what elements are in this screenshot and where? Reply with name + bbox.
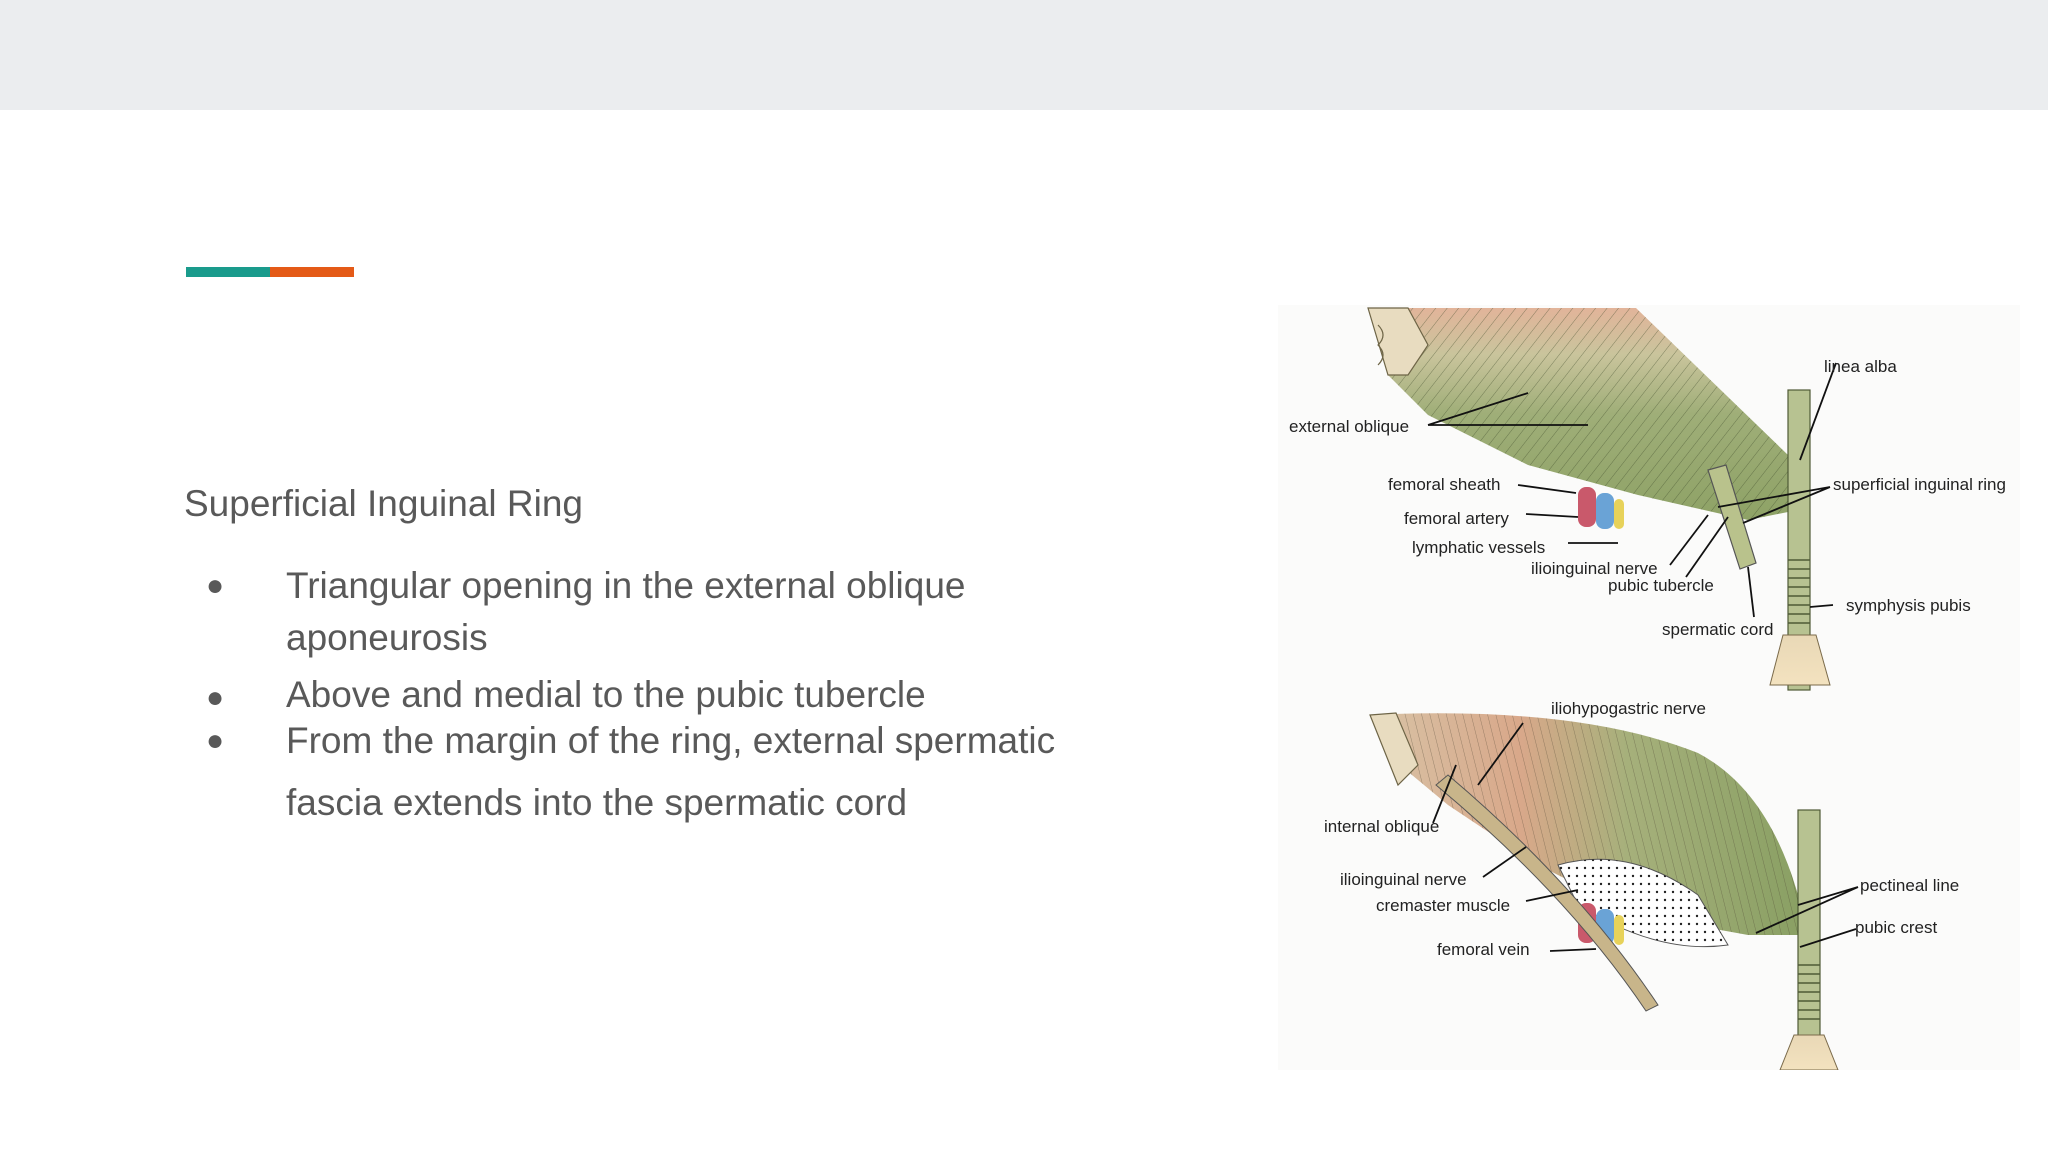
bullet-item xyxy=(184,710,1084,834)
slide-title: Superficial Inguinal Ring xyxy=(184,483,584,524)
bullet-text: Above and medial to the pubic tubercle xyxy=(286,674,926,715)
label-pubic-tubercle: pubic tubercle xyxy=(1608,576,1714,595)
label-linea-alba: linea alba xyxy=(1824,357,1897,376)
label-femoral-vein: femoral vein xyxy=(1437,940,1530,959)
inguinal-anatomy-figure xyxy=(1278,305,2020,1070)
bullet-dot: ● xyxy=(206,681,225,714)
label-pectineal-line: pectineal line xyxy=(1860,876,1960,895)
bullet-item xyxy=(184,560,1084,664)
accent-bar-orange xyxy=(270,267,354,277)
bullet-list xyxy=(184,560,1084,834)
symphysis-pubis xyxy=(1770,635,1830,685)
bottom-diagram xyxy=(1324,699,1959,1070)
label-lymphatic-vessels: lymphatic vessels xyxy=(1412,538,1546,557)
label-femoral-sheath: femoral sheath xyxy=(1388,475,1501,494)
label-femoral-artery: femoral artery xyxy=(1404,509,1509,528)
label-superficial-inguinal-ring: superficial inguinal ring xyxy=(1833,475,2006,494)
label-external-oblique: external oblique xyxy=(1289,417,1410,436)
label-pubic-crest: pubic crest xyxy=(1855,918,1938,937)
bullet-dot: ● xyxy=(206,569,225,602)
bullet-text: Triangular opening in the external oblique aponeurosis xyxy=(286,565,966,658)
label-ilioinguinal-nerve-bottom: ilioinguinal nerve xyxy=(1340,870,1467,889)
label-spermatic-cord: spermatic cord xyxy=(1662,620,1774,639)
label-cremaster-muscle: cremaster muscle xyxy=(1376,896,1511,915)
label-internal-oblique: internal oblique xyxy=(1324,817,1440,836)
top-diagram xyxy=(1289,308,2006,690)
accent-bar-teal xyxy=(186,267,270,277)
label-ilioinguinal-nerve-top: ilioinguinal nerve xyxy=(1531,559,1658,578)
label-symphysis-pubis: symphysis pubis xyxy=(1846,596,1971,615)
header-band xyxy=(0,0,2048,110)
bullet-dot: ● xyxy=(206,724,225,757)
bullet-text: From the margin of the ring, external spermatic fascia extends into the spermatic cord xyxy=(286,720,1056,823)
label-iliohypogastric-nerve: iliohypogastric nerve xyxy=(1551,699,1706,718)
